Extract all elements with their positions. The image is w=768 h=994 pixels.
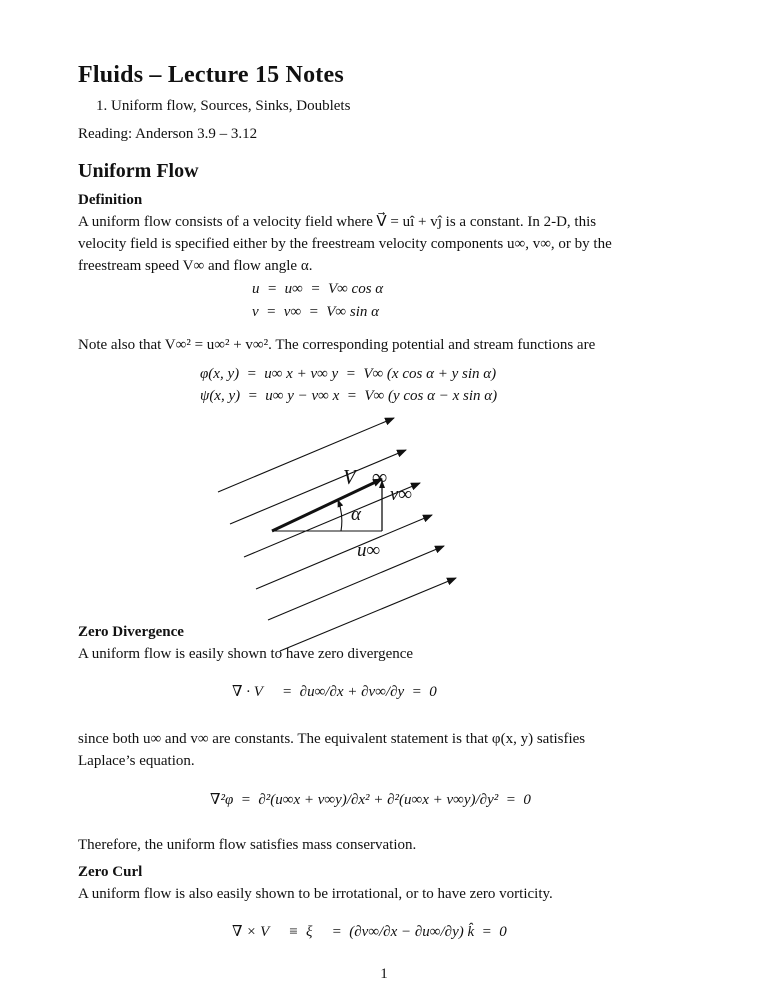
page-number: 1 [380, 966, 388, 982]
outline-item: 1. Uniform flow, Sources, Sinks, Doublets [96, 98, 351, 114]
divergence-after-2: Laplace’s equation. [78, 753, 195, 769]
alpha-arc [338, 500, 342, 531]
divergence-after-1: since both u∞ and v∞ are constants. The equivalent statement is that φ(x, y) satisfies [78, 731, 586, 747]
divergence-equation: ∇ · V⃗ = ∂u∞/∂x + ∂v∞/∂y = 0 [232, 684, 437, 700]
laplace-equation: ∇²φ = ∂²(u∞x + v∞y)/∂x² + ∂²(u∞x + v∞y)/∂y² = 0 [210, 792, 531, 808]
zero-curl-heading: Zero Curl [78, 864, 143, 880]
mass-conservation-line: Therefore, the uniform flow satisfies mass conservation. [78, 837, 417, 853]
definition-line-3: freestream speed V∞ and flow angle α. [78, 258, 313, 274]
equation-v: v = v∞ = V∞ sin α [252, 304, 379, 320]
page-title: Fluids – Lecture 15 Notes [78, 62, 344, 88]
definition-line-1: A uniform flow consists of a velocity field where V⃗ = uî + vĵ is a constant. In 2-D, this [78, 214, 597, 230]
section-heading: Uniform Flow [78, 160, 199, 182]
note-line: Note also that V∞² = u∞² + v∞². The corresponding potential and stream functions are [78, 337, 596, 353]
zero-divergence-heading: Zero Divergence [78, 624, 184, 640]
curl-intro: A uniform flow is also easily shown to be irrotational, or to have zero vorticity. [78, 886, 553, 902]
definition-heading: Definition [78, 192, 143, 208]
reading-line: Reading: Anderson 3.9 – 3.12 [78, 126, 258, 142]
label-alpha: α [351, 504, 361, 525]
label-u-inf: u∞ [357, 540, 381, 561]
definition-line-2: velocity field is specified either by the freestream velocity components u∞, v∞, or by the [78, 236, 612, 252]
equation-u: u = u∞ = V∞ cos α [252, 281, 384, 297]
equation-phi: φ(x, y) = u∞ x + v∞ y = V∞ (x cos α + y sin α) [200, 366, 497, 382]
streamline-5 [268, 546, 444, 620]
streamline-6 [280, 578, 456, 651]
label-v-inf: v∞ [390, 484, 412, 505]
curl-equation: ∇ × V⃗ ≡ ξ⃗ = (∂v∞/∂x − ∂u∞/∂y) k̂ = 0 [232, 924, 507, 940]
label-V-inf: V⃗∞ [343, 465, 388, 489]
divergence-intro: A uniform flow is easily shown to have zero divergence [78, 646, 414, 662]
equation-psi: ψ(x, y) = u∞ y − v∞ x = V∞ (y cos α − x sin α) [200, 388, 498, 404]
